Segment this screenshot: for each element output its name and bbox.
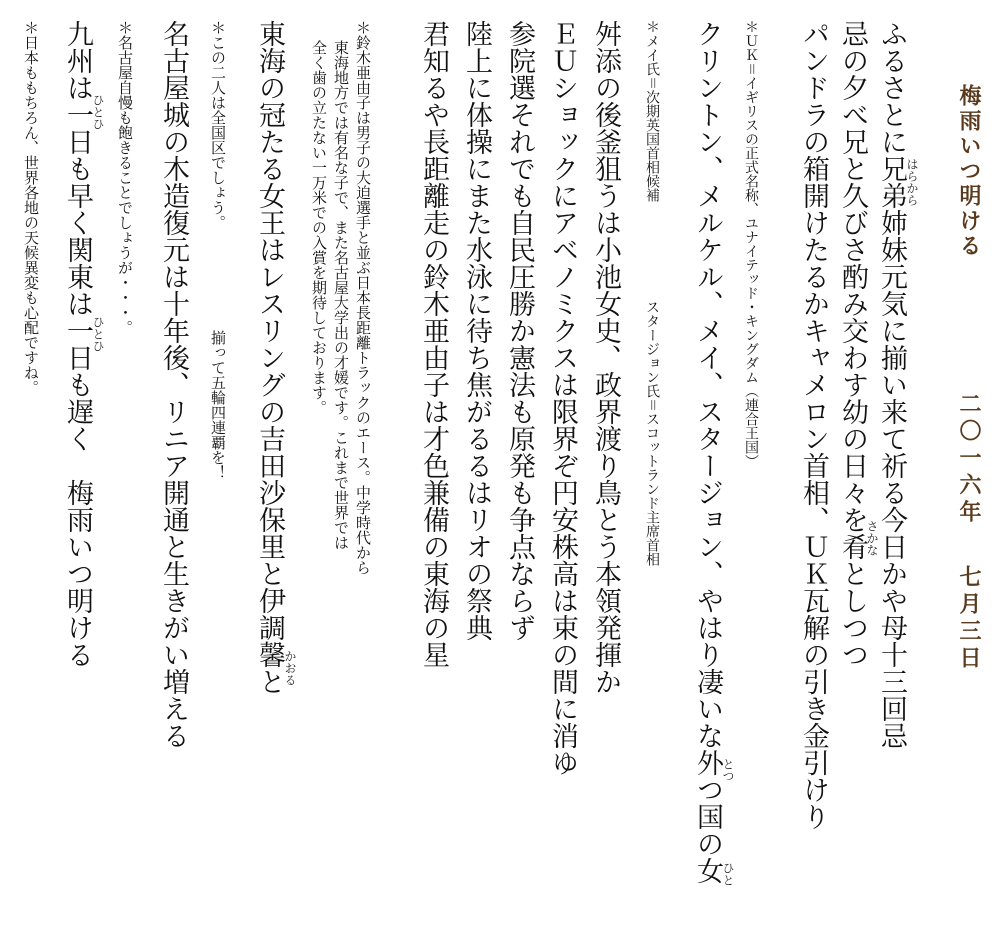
ruby-annotation: ひとひ [91,94,105,130]
poem-line: クリントン、メルケル、メイ、スタージョン、やはり凄いな外つ国の女 [692,20,723,884]
poem-line: 舛添の後釜狙うは小池女史、政界渡り鳥とう本領発揮か [590,20,621,695]
note-nagoya: ＊名古屋自慢も飽きることでしょうが・・・。 [116,20,134,335]
poem-line: 陸上に体操にまた水泳に待ち焦がるるはリオの祭典 [461,20,492,641]
ruby-annotation: とつ [721,758,735,782]
note-suzuki: 東海地方では有名な子で、また名古屋大学出の才媛です。これまで世界では [332,40,350,550]
poem-line: 東海の冠たる女王はレスリングの吉田沙保里と伊調馨と [254,20,285,695]
note-two: ＊この二人は全国区でしょう。 [209,20,227,230]
poem-line: 九州は一日も早く関東は一日も遅く 梅雨いつ明ける [62,20,93,668]
note-suzuki: ＊鈴木亜由子は男子の大迫選手と並ぶ日本長距離トラックのエース。中学時代から [354,20,372,575]
ruby-annotation: さかな [865,520,879,556]
poem-line: ふるさとに兄弟姉妹元気に揃い来て祈る今日かや母十三回忌 [876,20,907,749]
poem-line: 忌の夕べ兄と久びさ酌み交わす幼の日々を肴としつつ [837,20,868,668]
note-may: ＊メイ氏＝次期英国首相候補 [644,20,660,202]
poem-line: パンドラの箱開けたるかキャメロン首相、ＵＫ瓦解の引き金引けり [798,20,829,830]
poem-line: 参院選それでも自民圧勝か憲法も原発も争点ならず [504,20,535,641]
poem-line: ＥＵショックにアベノミクスは限界ぞ円安株高は束の間に消ゆ [547,20,578,776]
date-day: 七月三日 [956,565,982,673]
ruby-annotation: ひとひ [91,316,105,352]
ruby-annotation: はらから [905,158,919,206]
ruby-annotation: ひと [721,862,735,886]
note-sturgeon: スタージョン氏＝スコットランド主席首相 [644,300,660,566]
poem-line: 名古屋城の木造復元は十年後、リニア開通と生きがい増える [158,20,189,749]
note-weather: ＊日本ももちろん、世界各地の天候異変も心配ですね。 [22,20,40,395]
note-uk: ＊ＵＫ＝イギリスの正式名称、ユナイテッド・キングダム（連合王国） [743,20,759,468]
note-two: 揃って五輪四連覇を！ [209,330,227,480]
date-year: 二〇一六年 [956,392,982,527]
page-title: 梅雨いつ明ける [956,84,982,259]
poem-line: 君知るや長距離走の鈴木亜由子は才色兼備の東海の星 [418,20,449,668]
ruby-annotation: かおる [283,650,297,686]
note-suzuki: 全く歯の立たない一万米での入賞を期待しております。 [310,40,328,415]
